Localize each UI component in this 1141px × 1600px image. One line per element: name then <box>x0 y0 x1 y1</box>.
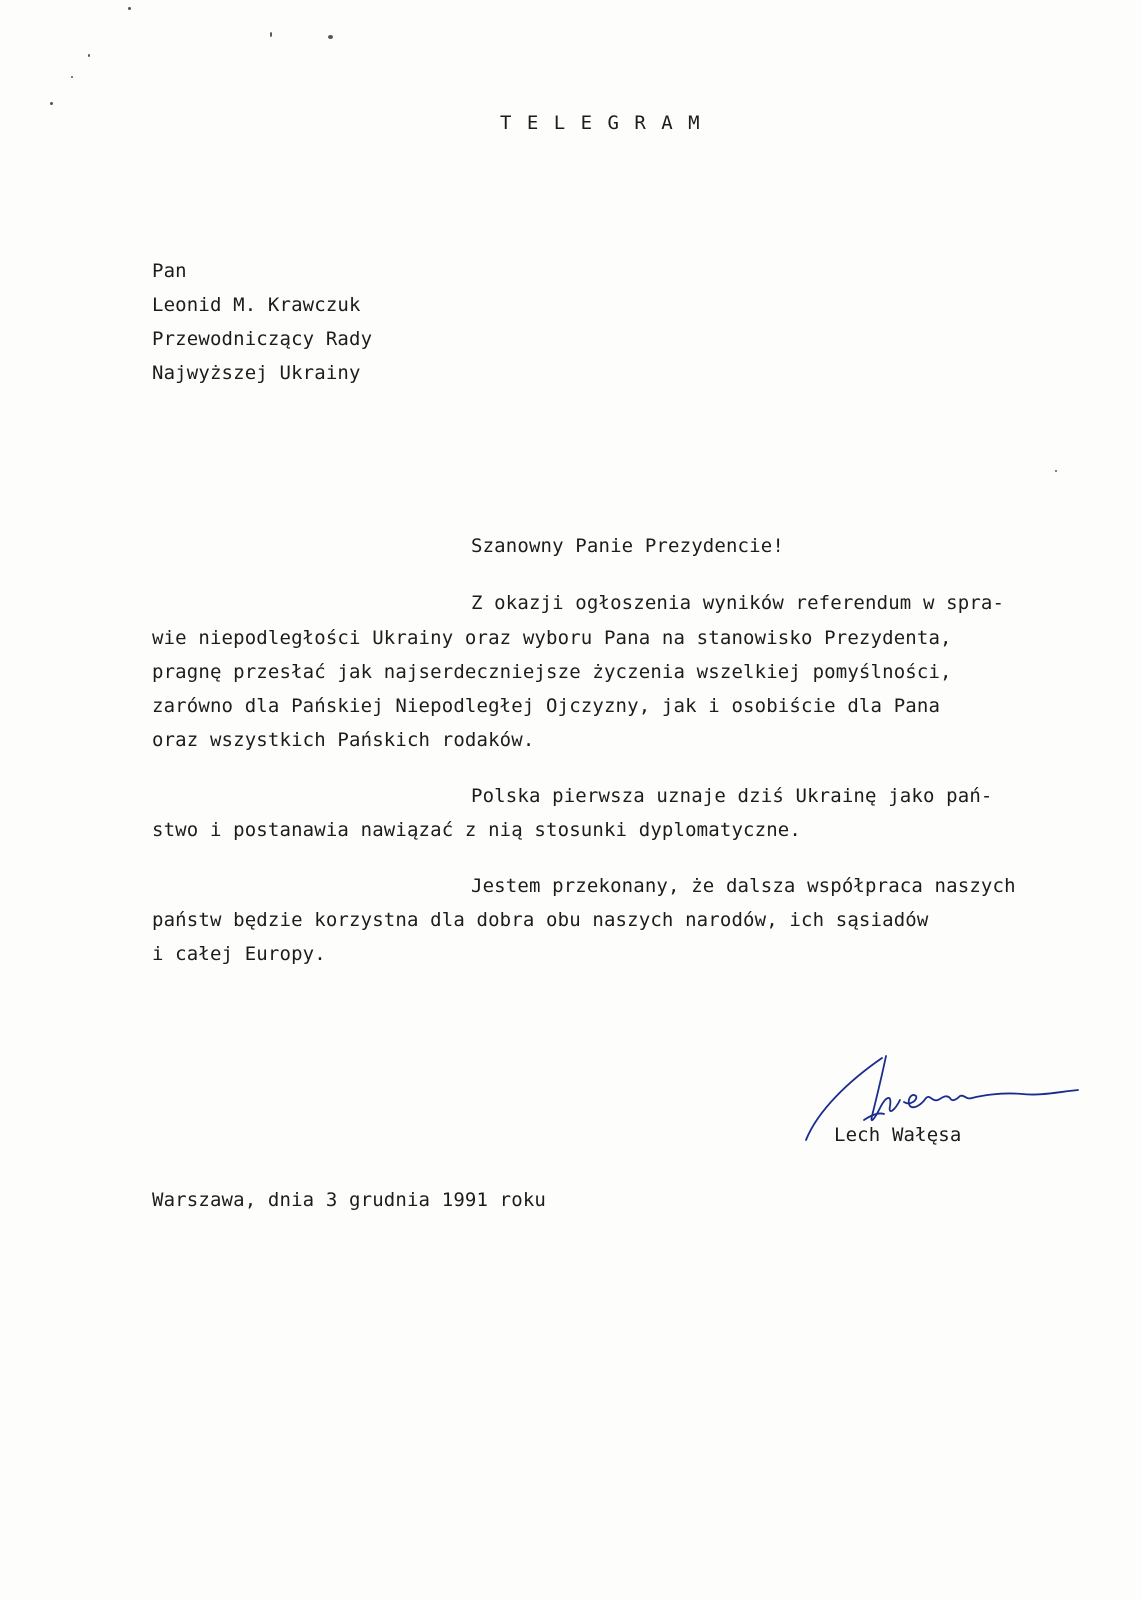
body-line: Z okazji ogłoszenia wyników referendum w spra- <box>471 592 1005 614</box>
body-line: i całej Europy. <box>152 943 326 965</box>
recipient-line: Leonid M. Krawczuk <box>152 294 361 316</box>
recipient-line: Przewodniczący Rady <box>152 328 373 350</box>
body-line: państw będzie korzystna dla dobra obu naszych narodów, ich sąsiadów <box>152 909 929 931</box>
body-line: wie niepodległości Ukrainy oraz wyboru Pana na stanowisko Prezydenta, <box>152 627 952 649</box>
body-line: Polska pierwsza uznaje dziś Ukrainę jako pań- <box>471 785 993 807</box>
body-line: Jestem przekonany, że dalsza współpraca naszych <box>471 875 1016 897</box>
salutation: Szanowny Panie Prezydencie! <box>471 535 784 557</box>
body-line: stwo i postanawia nawiązać z nią stosunki dyplomatyczne. <box>152 819 801 841</box>
body-line: pragnę przesłać jak najserdeczniejsze życzenia wszelkiej pomyślności, <box>152 661 952 683</box>
recipient-line: Pan <box>152 260 187 282</box>
signatory-name: Lech Wałęsa <box>834 1124 962 1146</box>
body-line: zarówno dla Pańskiej Niepodległej Ojczyzny, jak i osobiście dla Pana <box>152 695 941 717</box>
recipient-line: Najwyższej Ukrainy <box>152 362 361 384</box>
body-line: oraz wszystkich Pańskich rodaków. <box>152 729 535 751</box>
telegram-header: T E L E G R A M <box>500 112 702 134</box>
place-date: Warszawa, dnia 3 grudnia 1991 roku <box>152 1189 547 1211</box>
